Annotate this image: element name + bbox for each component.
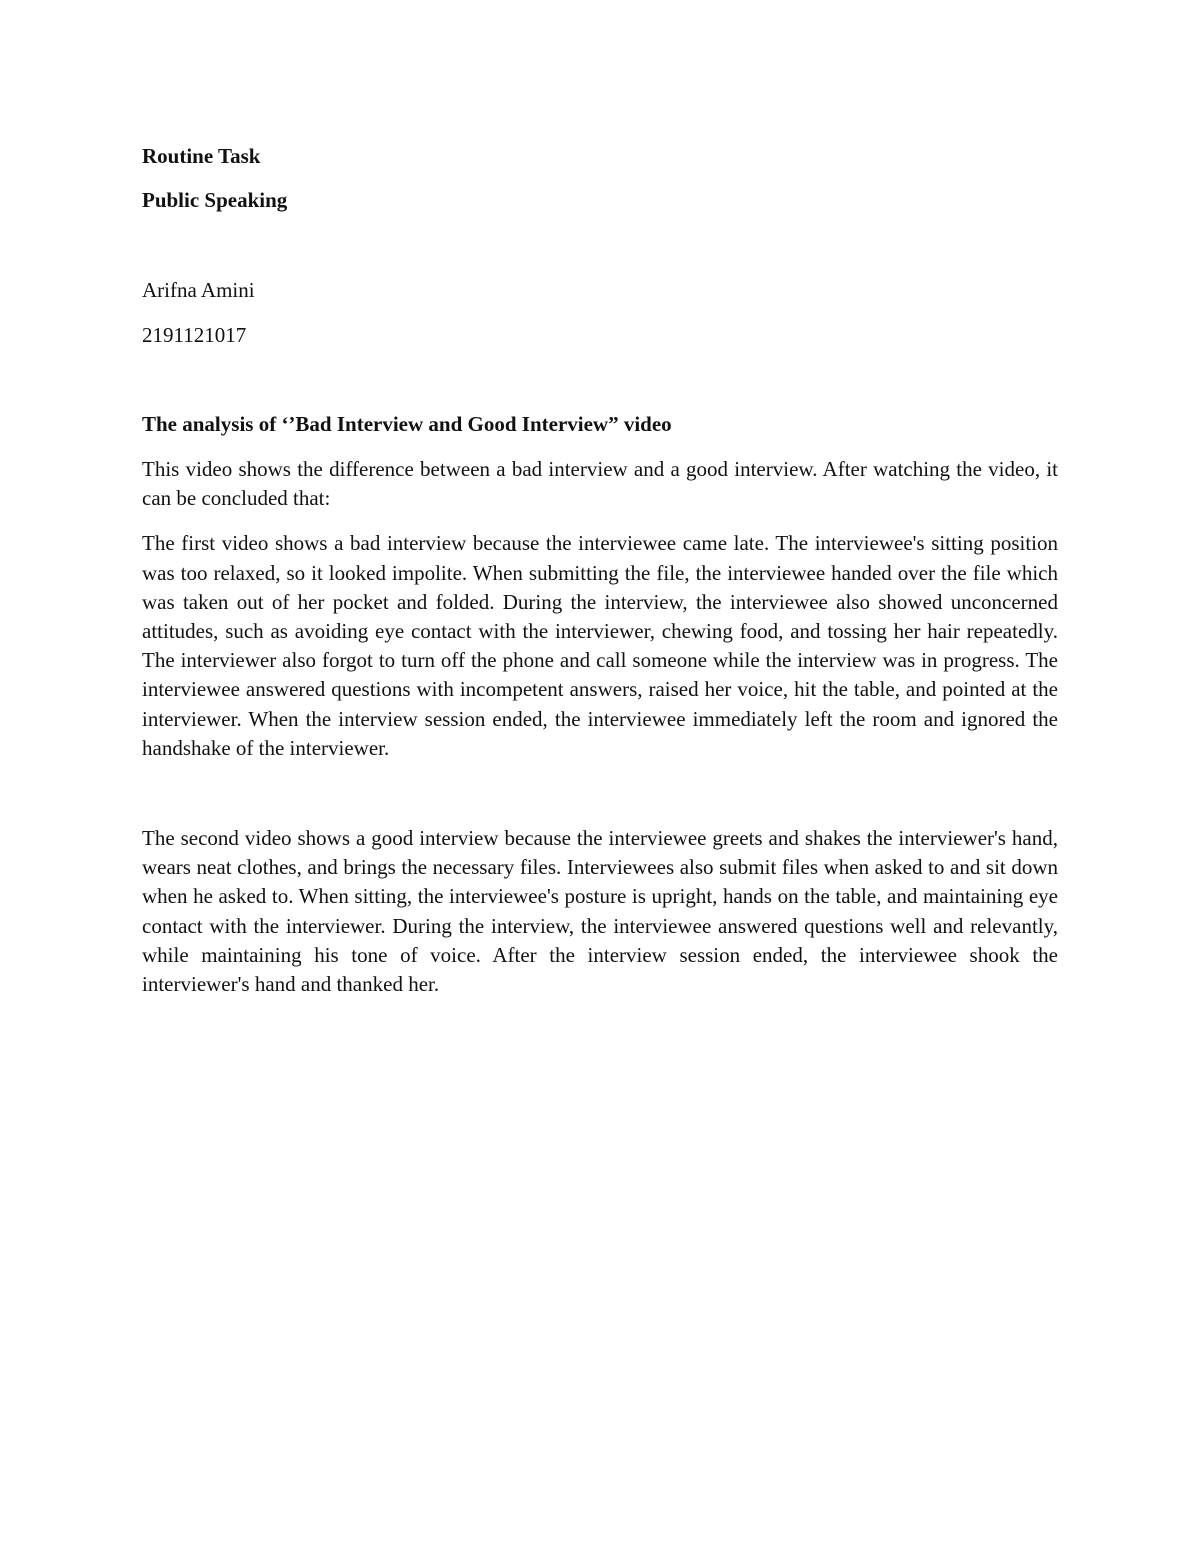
good-interview-paragraph: The second video shows a good interview because the interviewee greets and shakes the interviewer's hand, wears neat clothes, and brings the necessary files. Interviewees also submit files when asked to and sit down when he asked to. When sitting, the interviewee's posture is upright, hands on the table, and maintaining eye contact with the interviewer. During the interview, the interviewee answered questions well and relevantly, while maintaining his tone of voice. After the interview session ended, the interviewee shook the interviewer's hand and thanked her. [142, 826, 1058, 997]
bad-interview-paragraph: The first video shows a bad interview because the interviewee came late. The interviewee's sitting position was too relaxed, so it looked impolite. When submitting the file, the interviewee handed over the file which was taken out of her pocket and folded. During the interview, the interviewee also showed unconcerned attitudes, such as avoiding eye contact with the interviewer, chewing food, and tossing her hair repeatedly. The interviewer also forgot to turn off the phone and call someone while the interview was in progress. The interviewee answered questions with incompetent answers, raised her voice, hit the table, and pointed at the interviewer. When the interview session ended, the interviewee immediately left the room and ignored the handshake of the interviewer. [142, 531, 1058, 760]
document-body [142, 142, 1058, 999]
task-label: Routine Task [142, 144, 261, 168]
analysis-title: The analysis of ‘’Bad Interview and Good Interview” video [142, 412, 672, 436]
student-id: 2191121017 [142, 323, 247, 347]
course-title: Public Speaking [142, 188, 288, 212]
intro-paragraph: This video shows the difference between a bad interview and a good interview. After watching the video, it can be concluded that: [142, 457, 1058, 511]
author-name: Arifna Amini [142, 278, 255, 302]
